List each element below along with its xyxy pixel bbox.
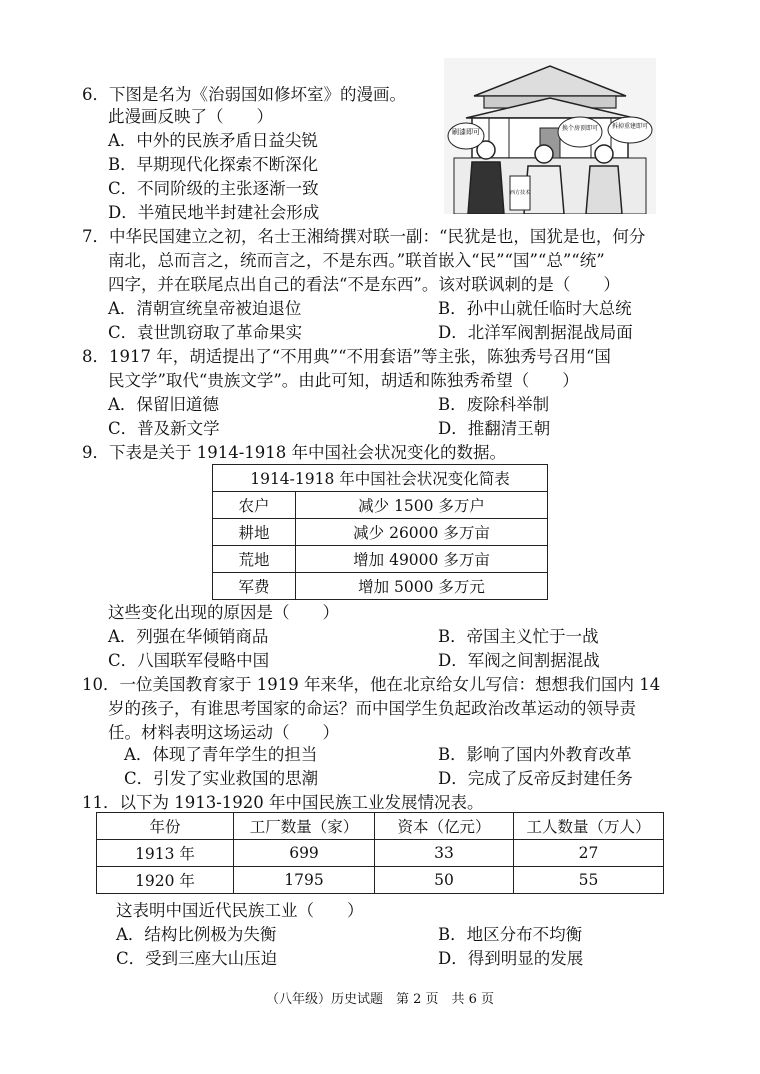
q10-line-3: 任。材料表明这场运动（ ） xyxy=(108,723,339,742)
q10-option-a: A．体现了青年学生的担当 xyxy=(124,745,318,764)
q6-option-a: A．中外的民族矛盾日益尖锐 xyxy=(108,131,318,150)
q11-table-cell: 50 xyxy=(375,867,514,894)
q9-table-cell: 减少 26000 多万亩 xyxy=(296,519,548,546)
cartoon-image xyxy=(444,58,656,214)
q9-table-cell: 增加 5000 多万元 xyxy=(296,573,548,600)
q9-table-cell: 军费 xyxy=(213,573,296,600)
q11-table-cell: 33 xyxy=(375,840,514,867)
q11-table-header: 工人数量（万人） xyxy=(514,813,664,840)
q9-table xyxy=(212,464,548,600)
q8-line-1: 8．1917 年，胡适提出了“不用典”“不用套语”等主张，陈独秀号召用“国 xyxy=(82,347,611,366)
q9-option-b: B．帝国主义忙于一战 xyxy=(438,627,599,646)
q7-option-c: C．袁世凯窃取了革命果实 xyxy=(108,323,303,342)
q9-table-cell: 荒地 xyxy=(213,546,296,573)
q6-line-1: 6．下图是名为《治弱国如修坏室》的漫画。 xyxy=(82,85,406,104)
q10-line-1: 10．一位美国教育家于 1919 年来华，他在北京给女儿写信：想想我们国内 14 xyxy=(82,675,661,694)
q7-option-b: B．孙中山就任临时大总统 xyxy=(438,299,632,318)
q6-line-2: 此漫画反映了（ ） xyxy=(108,107,273,126)
q8-line-2: 民文学”取代“贵族文学”。由此可知，胡适和陈独秀希望（ ） xyxy=(108,371,579,390)
q6-option-d: D．半殖民地半封建社会形成 xyxy=(108,203,320,222)
cartoon-label-paint: 刷漆即可 xyxy=(452,128,480,136)
page-footer: （八年级）历史试题 第 2 页 共 6 页 xyxy=(265,992,495,1007)
q7-line-1: 7．中华民国建立之初，名士王湘绮撰对联一副：“民犹是也，国犹是也，何分 xyxy=(82,227,646,246)
q8-option-b: B．废除科举制 xyxy=(438,395,550,414)
q9-option-c: C．八国联军侵略中国 xyxy=(108,651,270,670)
q10-option-c: C．引发了实业救国的思潮 xyxy=(124,769,319,788)
cartoon-label-roof: 换个房顶即可 xyxy=(561,125,599,132)
q8-option-a: A．保留旧道德 xyxy=(108,395,219,414)
q11-table-cell: 699 xyxy=(234,840,375,867)
q10-line-2: 岁的孩子，有谁思考国家的命运？而中国学生负起政治改革运动的领导责 xyxy=(108,699,636,718)
q11-line-1: 11．以下为 1913-1920 年中国民族工业发展情况表。 xyxy=(82,793,484,812)
q11-option-c: C．受到三座大山压迫 xyxy=(116,949,278,968)
q9-table-cell: 增加 49000 多万亩 xyxy=(296,546,548,573)
q9-line-1: 9．下表是关于 1914-1918 年中国社会状况变化的数据。 xyxy=(82,443,507,462)
q7-option-a: A．清朝宣统皇帝被迫退位 xyxy=(108,299,302,318)
q11-option-a: A．结构比例极为失衡 xyxy=(116,925,277,944)
q9-table-cell: 减少 1500 多万户 xyxy=(296,492,548,519)
q10-option-b: B．影响了国内外教育改革 xyxy=(438,745,632,764)
q11-table-header: 资本（亿元） xyxy=(375,813,514,840)
q9-table-title: 1914-1918 年中国社会状况变化简表 xyxy=(213,465,548,492)
q11-table xyxy=(96,812,664,894)
q9-option-a: A．列强在华倾销商品 xyxy=(108,627,269,646)
q10-option-d: D．完成了反帝反封建任务 xyxy=(438,769,633,788)
q11-table-header: 工厂数量（家） xyxy=(234,813,375,840)
q9-table-cell: 耕地 xyxy=(213,519,296,546)
q7-line-3: 四字，并在联尾点出自己的看法“不是东西”。该对联讽刺的是（ ） xyxy=(108,275,620,294)
q11-table-cell: 1913 年 xyxy=(97,840,234,867)
q8-option-d: D．推翻清王朝 xyxy=(438,419,551,438)
q11-table-cell: 27 xyxy=(514,840,664,867)
q9-after: 这些变化出现的原因是（ ） xyxy=(108,603,339,622)
q11-option-d: D．得到明显的发展 xyxy=(438,949,584,968)
q11-table-header: 年份 xyxy=(97,813,234,840)
q9-table-cell: 农户 xyxy=(213,492,296,519)
cartoon-label-rebuild: 拆掉重建即可 xyxy=(611,123,649,130)
q9-option-d: D．军阀之间割据混战 xyxy=(438,651,600,670)
q11-table-cell: 1920 年 xyxy=(97,867,234,894)
q11-after: 这表明中国近代民族工业（ ） xyxy=(116,901,364,920)
q6-option-c: C．不同阶级的主张逐渐一致 xyxy=(108,179,319,198)
q8-option-c: C．普及新文学 xyxy=(108,419,220,438)
q6-option-b: B．早期现代化探索不断深化 xyxy=(108,155,319,174)
q11-option-b: B．地区分布不均衡 xyxy=(438,925,583,944)
cartoon-label-western-tech: 西方技术 xyxy=(509,190,531,196)
q11-table-cell: 1795 xyxy=(234,867,375,894)
q7-line-2: 南北，总而言之，统而言之，不是东西。”联首嵌入“民”“国”“总”“统” xyxy=(108,251,605,270)
q11-table-cell: 55 xyxy=(514,867,664,894)
q7-option-d: D．北洋军阀割据混战局面 xyxy=(438,323,633,342)
